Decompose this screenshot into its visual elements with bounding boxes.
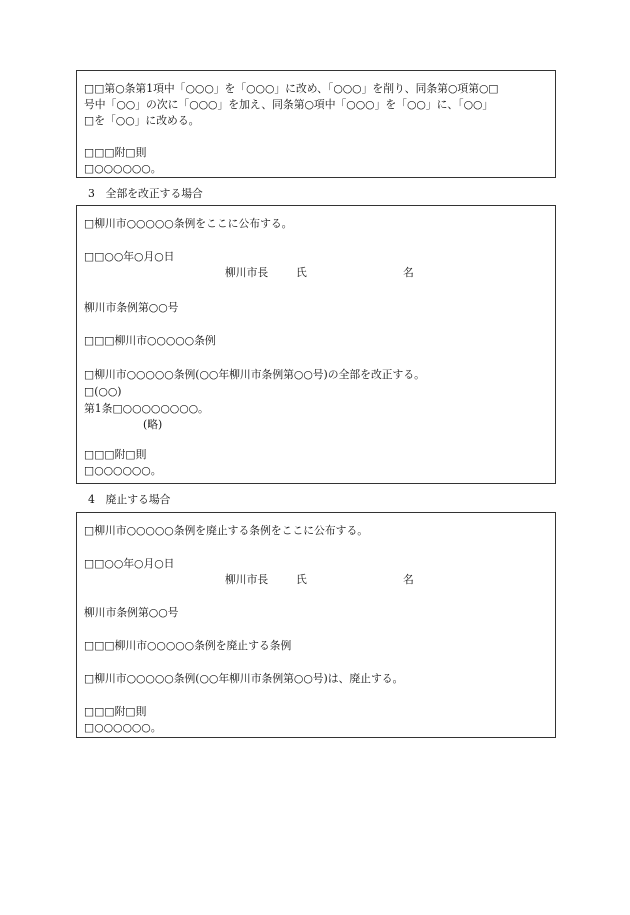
ordinance-title: □□□柳川市○○○○○条例を廃止する条例 [84, 639, 292, 652]
supplementary-heading: □□□附□則 [84, 146, 147, 159]
amendment-box [76, 70, 556, 178]
name-label-surname: 氏 [296, 266, 307, 279]
ordinance-body: □柳川市○○○○○条例(○○年柳川市条例第○○号)は、廃止する。 [84, 672, 404, 685]
ordinance-body: □柳川市○○○○○条例(○○年柳川市条例第○○号)の全部を改正する。 [84, 368, 425, 381]
supplementary-text: □○○○○○○。 [84, 162, 162, 175]
promulgation-statement: □柳川市○○○○○条例をここに公布する。 [84, 217, 293, 230]
full-revision-box [76, 205, 556, 484]
promulgation-date: □□○○年○月○日 [84, 557, 175, 570]
section-4-heading: 4 廃止する場合 [88, 493, 171, 506]
promulgation-statement: □柳川市○○○○○条例を廃止する条例をここに公布する。 [84, 524, 369, 537]
promulgation-date: □□○○年○月○日 [84, 250, 175, 263]
repeal-box [76, 512, 556, 738]
article-caption: □(○○) [84, 385, 122, 398]
amendment-line-2: 号中「○○」の次に「○○○」を加え、同条第○項中「○○○」を「○○」に、「○○」 [84, 98, 494, 111]
ordinance-number: 柳川市条例第○○号 [84, 606, 179, 619]
supplementary-text: □○○○○○○。 [84, 464, 162, 477]
name-label-given: 名 [403, 266, 414, 279]
amendment-line-1: □□第○条第1項中「○○○」を「○○○」に改め、「○○○」を削り、同条第○項第○□ [84, 82, 499, 95]
supplementary-heading: □□□附□則 [84, 705, 147, 718]
amendment-line-3: □を「○○」に改める。 [84, 114, 200, 127]
name-label-given: 名 [403, 573, 414, 586]
mayor-title: 柳川市長 [225, 266, 269, 279]
ordinance-title: □□□柳川市○○○○○条例 [84, 334, 216, 347]
omitted-note: (略) [143, 418, 163, 431]
supplementary-text: □○○○○○○。 [84, 721, 162, 734]
section-3-heading: 3 全部を改正する場合 [88, 187, 203, 200]
mayor-title: 柳川市長 [225, 573, 269, 586]
name-label-surname: 氏 [296, 573, 307, 586]
supplementary-heading: □□□附□則 [84, 448, 147, 461]
article-1: 第1条□○○○○○○○○。 [84, 402, 209, 415]
ordinance-number: 柳川市条例第○○号 [84, 301, 179, 314]
